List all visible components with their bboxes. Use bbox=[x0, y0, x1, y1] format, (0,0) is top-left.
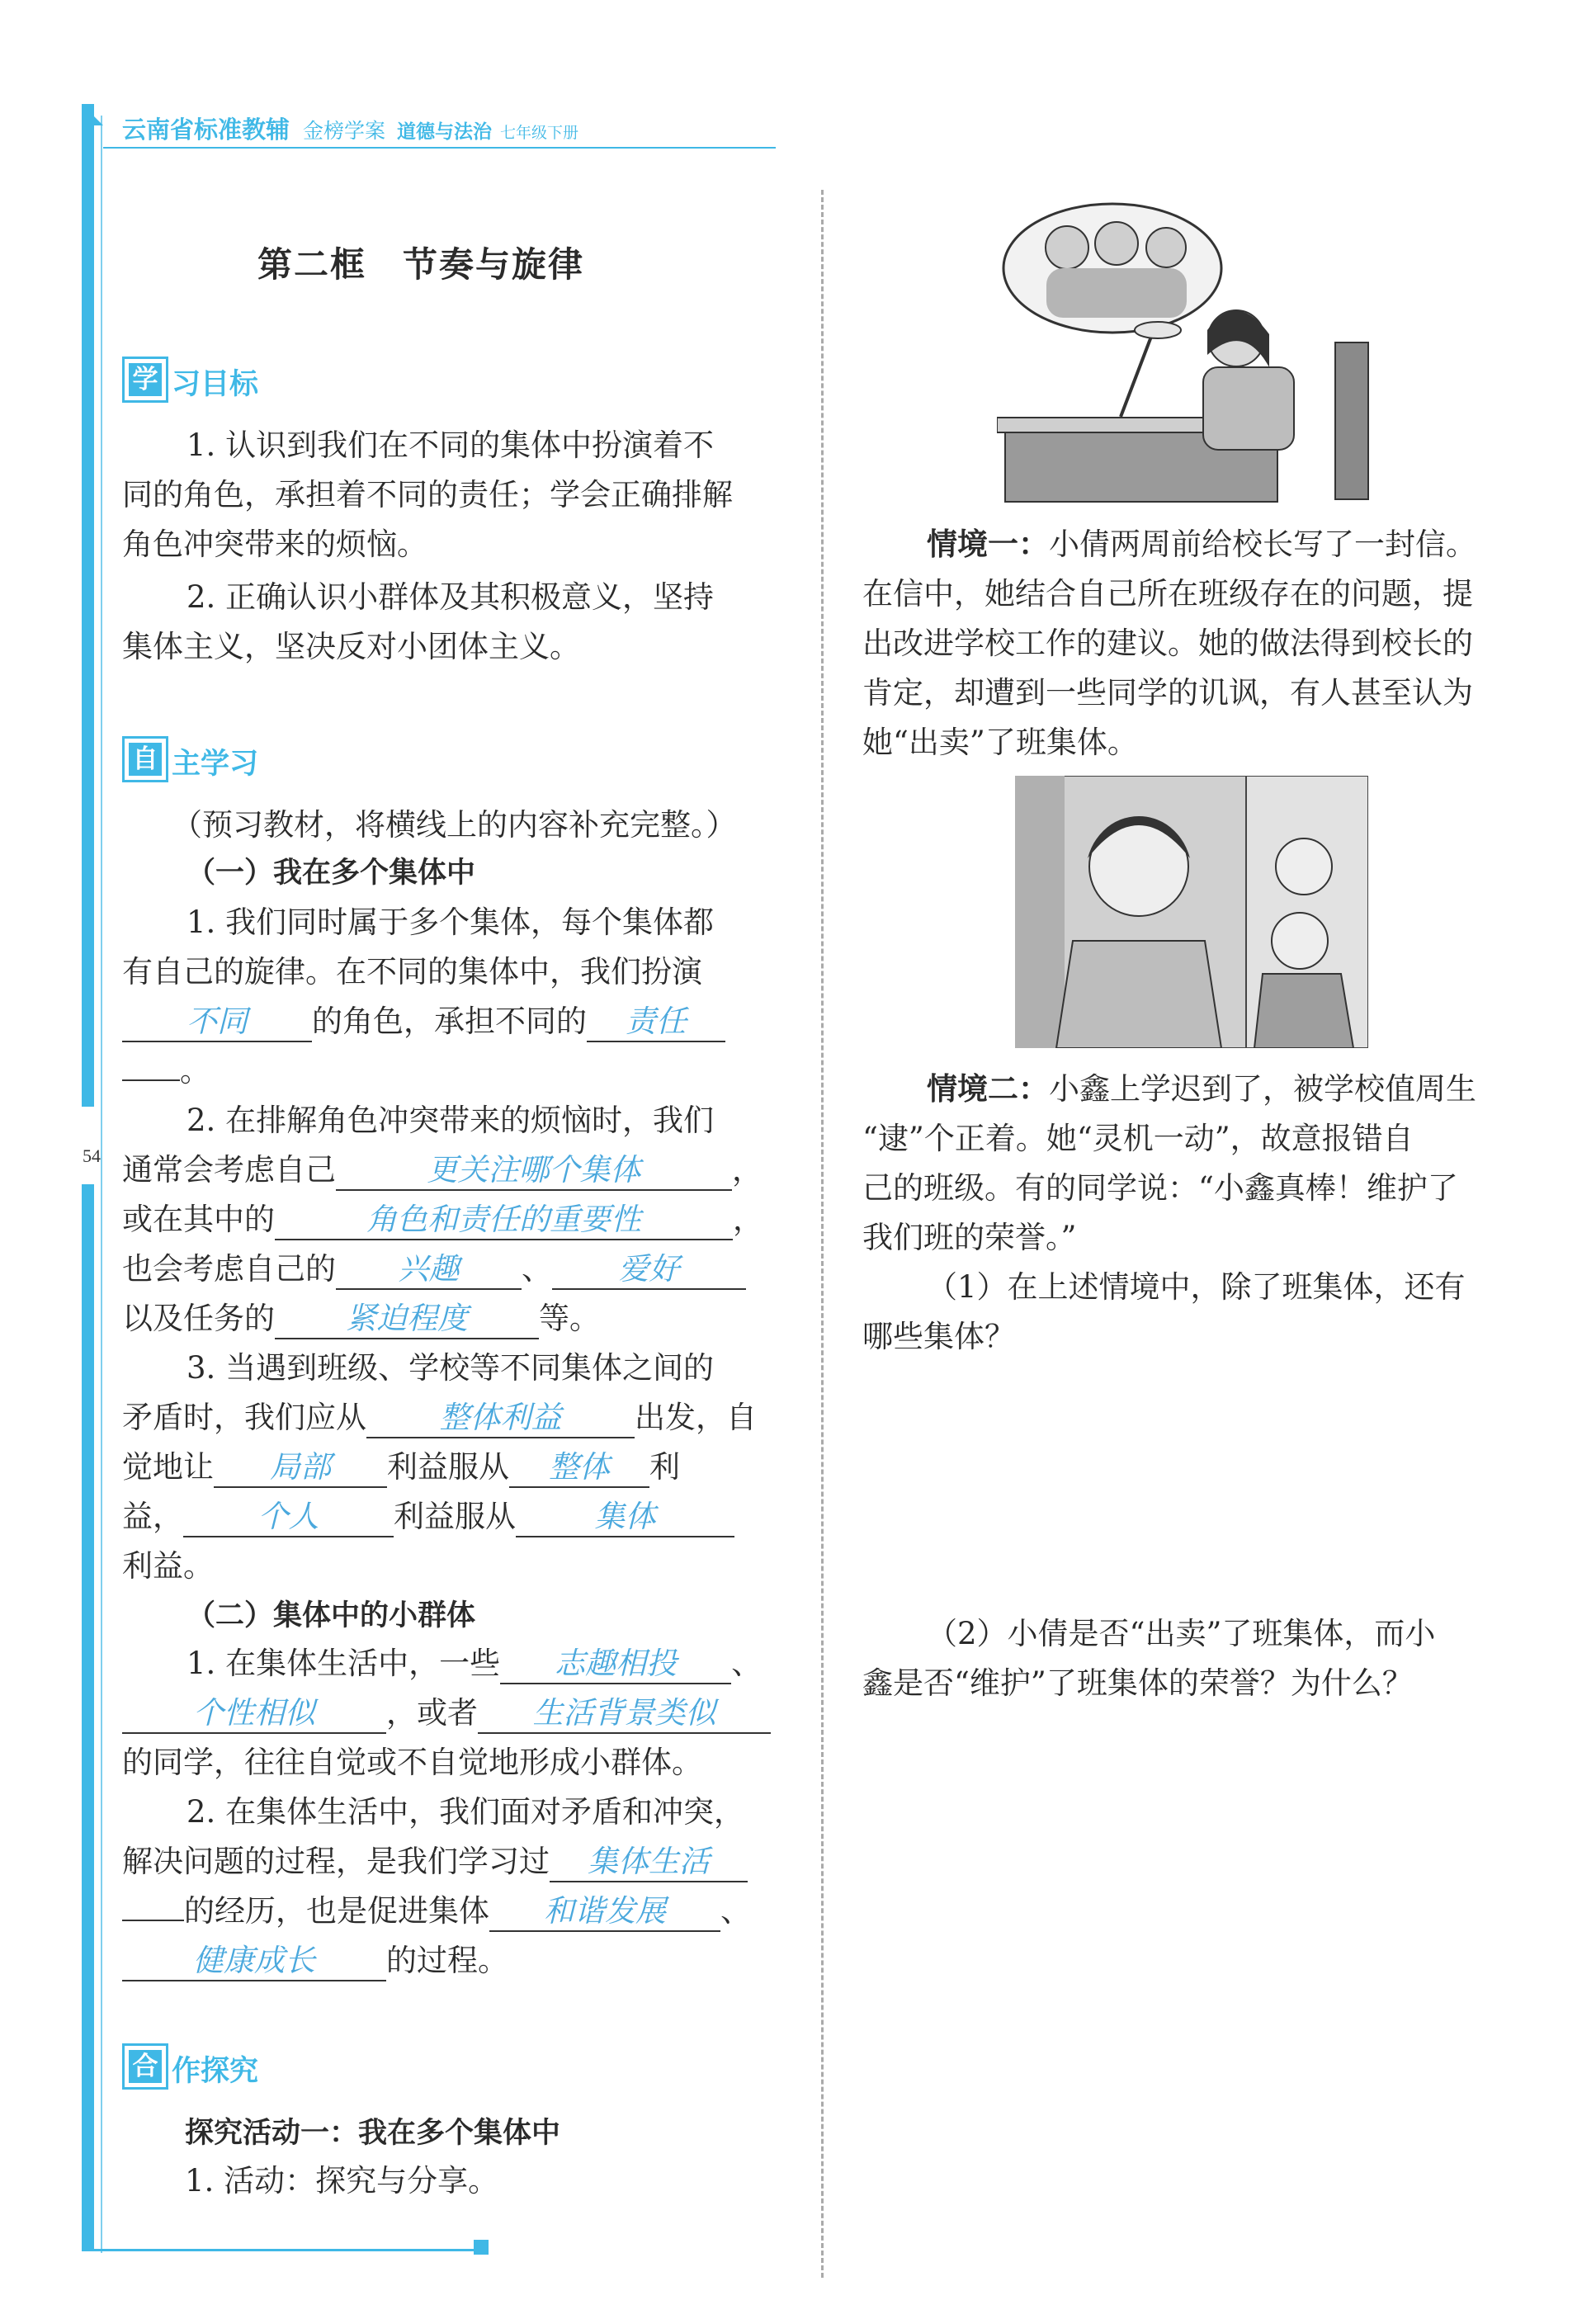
header-rule bbox=[103, 147, 776, 149]
answer-blank-empty bbox=[122, 1920, 184, 1921]
illustration-girl-writing-drawing bbox=[997, 198, 1386, 503]
text-fragment: 通常会考虑自己 bbox=[122, 1152, 336, 1188]
page-number: 54 bbox=[83, 1145, 101, 1166]
answer-blank: 角色和责任的重要性 bbox=[275, 1201, 733, 1240]
text-line: 我们班的荣誉。” bbox=[862, 1220, 1077, 1255]
text-fragment: 益， bbox=[122, 1499, 183, 1534]
section-icon-box: 合 bbox=[122, 2043, 168, 2090]
text-fragment: 、 bbox=[720, 1893, 751, 1929]
text-line: 鑫是否“维护”了班集体的荣誉？为什么？ bbox=[862, 1665, 1413, 1701]
text-fragment: 的经历，也是促进集体 bbox=[184, 1893, 489, 1929]
answer-blank: 整体利益 bbox=[366, 1399, 635, 1438]
text-line: 己的班级。有的同学说：“小鑫真棒！维护了 bbox=[862, 1170, 1458, 1206]
text-line: 1. 活动：探究与分享。 bbox=[185, 2163, 499, 2199]
goal-line: 角色冲突带来的烦恼。 bbox=[122, 527, 427, 562]
text-fragment: 1. 在集体生活中，一些 bbox=[187, 1646, 501, 1681]
footer-line bbox=[82, 2249, 486, 2251]
text-fragment: ， bbox=[732, 1152, 763, 1188]
header-subject: 道德与法治 bbox=[397, 121, 493, 143]
text-fragment: ， bbox=[733, 1202, 763, 1237]
answer-blank: 和谐发展 bbox=[489, 1892, 720, 1932]
text-line: 她“出卖”了班集体。 bbox=[862, 725, 1138, 760]
text-line: 出改进学校工作的建议。她的做法得到校长的 bbox=[862, 626, 1473, 661]
answer-blank: 集体 bbox=[516, 1498, 734, 1537]
text-fragment: 矛盾时，我们应从 bbox=[122, 1400, 366, 1435]
text-fragment: 的过程。 bbox=[386, 1943, 508, 1978]
text-line: 2. 在集体生活中，我们面对矛盾和冲突， bbox=[187, 1794, 745, 1830]
text-fragment: ，或者 bbox=[386, 1695, 478, 1731]
text-line: 在信中，她结合自己所在班级存在的问题，提 bbox=[862, 576, 1473, 612]
section-self-study-heading: 自 主学习 bbox=[122, 736, 370, 787]
answer-blank: 健康成长 bbox=[122, 1942, 386, 1981]
answer-blank: 局部 bbox=[214, 1448, 387, 1488]
text-fragment: 利 bbox=[649, 1449, 680, 1485]
header-grade: 七年级下册 bbox=[500, 124, 579, 142]
answer-blank: 不同 bbox=[122, 1003, 312, 1042]
scenario-label: 情境一： bbox=[927, 527, 1049, 562]
footer-square bbox=[474, 2240, 489, 2255]
text-fragment: 利益服从 bbox=[387, 1449, 509, 1485]
answer-blank: 责任 bbox=[587, 1003, 725, 1042]
margin-bar-top bbox=[82, 104, 94, 1107]
answer-blank: 志趣相投 bbox=[500, 1645, 731, 1684]
answer-blank-empty bbox=[122, 1079, 180, 1081]
text-fragment: 、 bbox=[522, 1251, 552, 1287]
scenario-label: 情境二： bbox=[927, 1071, 1049, 1107]
margin-bar-bottom bbox=[82, 1184, 94, 2249]
scenario-1 bbox=[862, 520, 1572, 767]
section-coop-heading: 合 作探究 bbox=[122, 2043, 370, 2095]
goal-line: 集体主义，坚决反对小团体主义。 bbox=[122, 629, 580, 664]
text-line: 肯定，却遭到一些同学的讥讽，有人甚至认为 bbox=[862, 675, 1473, 711]
text-line: 1. 我们同时属于多个集体，每个集体都 bbox=[187, 904, 715, 940]
goal-line: 2. 正确认识小群体及其积极意义，坚持 bbox=[187, 579, 715, 615]
text-line: “逮”个正着。她“灵机一动”，故意报错自 bbox=[862, 1121, 1414, 1156]
scenario-2-and-questions bbox=[862, 1065, 1572, 1849]
text-fragment: 等。 bbox=[539, 1301, 600, 1336]
answer-blank: 个人 bbox=[183, 1498, 394, 1537]
answer-blank: 个性相似 bbox=[122, 1694, 386, 1734]
self-study-block bbox=[122, 801, 799, 1997]
page-title: 第二框 节奏与旋律 bbox=[257, 244, 585, 285]
running-header bbox=[122, 111, 578, 145]
header-series: 云南省标准教辅 bbox=[122, 116, 290, 144]
text-line: 2. 在排解角色冲突带来的烦恼时，我们 bbox=[187, 1103, 715, 1138]
section-icon-box: 学 bbox=[122, 357, 168, 403]
question-1: （1）在上述情境中，除了班集体，还有 bbox=[927, 1269, 1466, 1305]
instruction: （预习教材，将横线上的内容补充完整。） bbox=[172, 807, 737, 843]
text-fragment: 以及任务的 bbox=[122, 1301, 275, 1336]
answer-blank: 兴趣 bbox=[336, 1250, 522, 1290]
answer-blank: 紧迫程度 bbox=[275, 1300, 539, 1339]
goal-line: 同的角色，承担着不同的责任；学会正确排解 bbox=[122, 477, 733, 512]
column-divider bbox=[821, 190, 824, 2278]
text-fragment: 。 bbox=[180, 1053, 210, 1089]
header-corner bbox=[82, 104, 103, 125]
text-fragment: 、 bbox=[731, 1646, 763, 1681]
text-fragment: 小鑫上学迟到了，被学校值周生 bbox=[1049, 1071, 1476, 1107]
answer-blank: 生活背景类似 bbox=[478, 1694, 771, 1734]
text-line: 有自己的旋律。在不同的集体中，我们扮演 bbox=[122, 954, 702, 989]
illustration-girl-writing bbox=[997, 198, 1386, 503]
illustration-late-student bbox=[1015, 776, 1368, 1048]
text-fragment: 的角色，承担不同的 bbox=[312, 1004, 587, 1039]
subsection-title: （一）我在多个集体中 bbox=[187, 857, 476, 890]
illustration-late-student-drawing bbox=[1015, 776, 1368, 1048]
text-line: 3. 当遇到班级、学校等不同集体之间的 bbox=[187, 1350, 715, 1386]
text-line: 利益。 bbox=[122, 1548, 214, 1584]
header-brand: 金榜学案 bbox=[303, 119, 386, 143]
text-fragment: 也会考虑自己的 bbox=[122, 1251, 336, 1287]
question-2: （2）小倩是否“出卖”了班集体，而小 bbox=[927, 1616, 1436, 1651]
text-fragment: 觉地让 bbox=[122, 1449, 214, 1485]
text-fragment: 小倩两周前给校长写了一封信。 bbox=[1049, 527, 1476, 562]
text-line: 哪些集体？ bbox=[862, 1319, 1015, 1354]
text-fragment: 或在其中的 bbox=[122, 1202, 275, 1237]
section-goals-heading: 学 习目标 bbox=[122, 357, 370, 408]
text-line: 的同学，往往自觉或不自觉地形成小群体。 bbox=[122, 1745, 702, 1780]
coop-block bbox=[122, 2109, 799, 2216]
text-fragment: 利益服从 bbox=[394, 1499, 516, 1534]
answer-blank: 集体生活 bbox=[550, 1843, 748, 1882]
activity-title: 探究活动一：我在多个集体中 bbox=[185, 2117, 561, 2150]
text-fragment: 出发，自 bbox=[635, 1400, 757, 1435]
goal-line: 1. 认识到我们在不同的集体中扮演着不 bbox=[187, 427, 715, 463]
text-fragment: 解决问题的过程，是我们学习过 bbox=[122, 1844, 550, 1879]
subsection-title: （二）集体中的小群体 bbox=[187, 1599, 476, 1632]
margin-thin-line bbox=[101, 116, 102, 2253]
answer-blank: 爱好 bbox=[552, 1250, 746, 1290]
answer-blank: 更关注哪个集体 bbox=[336, 1151, 732, 1191]
answer-blank: 整体 bbox=[509, 1448, 649, 1488]
section-icon-box: 自 bbox=[122, 736, 168, 782]
